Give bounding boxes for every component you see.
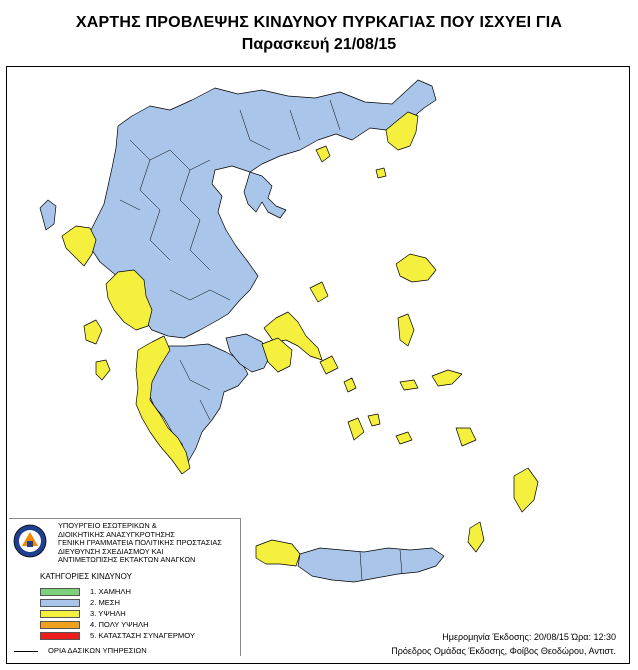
island-paros xyxy=(368,414,380,426)
legend-swatch xyxy=(40,621,80,629)
island-zakynthos xyxy=(96,360,110,380)
org-line: ΔΙΕΥΘΥΝΣΗ ΣΧΕΔΙΑΣΜΟΥ ΚΑΙ xyxy=(58,546,164,556)
legend-label: 2. ΜΕΣΗ xyxy=(90,598,121,607)
island-thasos xyxy=(316,146,330,162)
island-crete-west xyxy=(256,540,300,566)
org-line: ΥΠΟΥΡΓΕΙΟ ΕΣΩΤΕΡΙΚΩΝ & xyxy=(58,521,157,530)
organization-text xyxy=(58,522,238,565)
boundary-line-sample xyxy=(14,651,38,652)
island-chios xyxy=(398,314,414,346)
island-dodecanese-1 xyxy=(456,428,476,446)
legend-swatch xyxy=(40,610,80,618)
issue-date: Ημερομηνία Έκδοσης: 20/08/15 Ώρα: 12:30 xyxy=(442,632,616,642)
page-title: ΧΑΡΤΗΣ ΠΡΟΒΛΕΨΗΣ ΚΙΝΔΥΝΟΥ ΠΥΡΚΑΓΙΑΣ ΠΟΥ ΙΣΧΥΕΙ ΓΙΑ xyxy=(75,14,563,31)
island-amorgos xyxy=(396,432,412,444)
legend-swatch xyxy=(40,632,80,640)
legend-label: 4. ΠΟΛΥ ΥΨΗΛΗ xyxy=(90,620,149,629)
island-samothraki xyxy=(376,168,386,178)
island-rhodes xyxy=(514,468,538,512)
issued-by: Πρόεδρος Ομάδας Έκδοσης, Φοίβος Θεοδώρου, Αντιστ. xyxy=(391,646,616,656)
region-epirus-coast xyxy=(62,226,96,266)
org-line: ΔΙΟΙΚΗΤΙΚΗΣ ΑΝΑΣΥΓΚΡΟΤΗΣΗΣ xyxy=(58,529,175,539)
legend-title: ΚΑΤΗΓΟΡΙΕΣ ΚΙΝΔΥΝΟΥ xyxy=(40,572,132,581)
island-lesvos xyxy=(396,254,436,282)
island-limnos xyxy=(310,282,328,302)
legend-label: 3. ΥΨΗΛΗ xyxy=(90,609,126,618)
island-tinos xyxy=(344,378,356,392)
island-crete-east xyxy=(298,548,444,582)
org-line: ΓΕΝΙΚΗ ΓΡΑΜΜΑΤΕΙΑ ΠΟΛΙΤΙΚΗΣ ΠΡΟΣΤΑΣΙΑΣ xyxy=(58,538,222,548)
legend-label: 5. ΚΑΤΑΣΤΑΣΗ ΣΥΝΑΓΕΡΜΟΥ xyxy=(90,631,195,640)
region-corinth-yellow xyxy=(262,338,292,372)
region-halkidiki xyxy=(244,172,286,218)
legend-swatch xyxy=(40,599,80,607)
org-line: ΑΝΤΙΜΕΤΩΠΙΣΗΣ ΕΚΤΑΚΤΩΝ ΑΝΑΓΚΩΝ xyxy=(58,555,196,565)
boundary-label: ΟΡΙΑ ΔΑΣΙΚΩΝ ΥΠΗΡΕΣΙΩΝ xyxy=(48,646,147,655)
legend-swatch xyxy=(40,588,80,596)
page-subtitle: Παρασκευή 21/08/15 xyxy=(241,36,397,53)
island-ikaria xyxy=(400,380,418,390)
island-samos xyxy=(432,370,462,386)
island-andros xyxy=(320,356,338,374)
island-karpathos xyxy=(468,522,484,552)
island-kefalonia xyxy=(84,320,102,344)
island-corfu xyxy=(40,200,56,230)
civil-protection-logo xyxy=(13,524,47,558)
legend-label: 1. ΧΑΜΗΛΗ xyxy=(90,587,131,596)
island-naxos xyxy=(348,418,364,440)
